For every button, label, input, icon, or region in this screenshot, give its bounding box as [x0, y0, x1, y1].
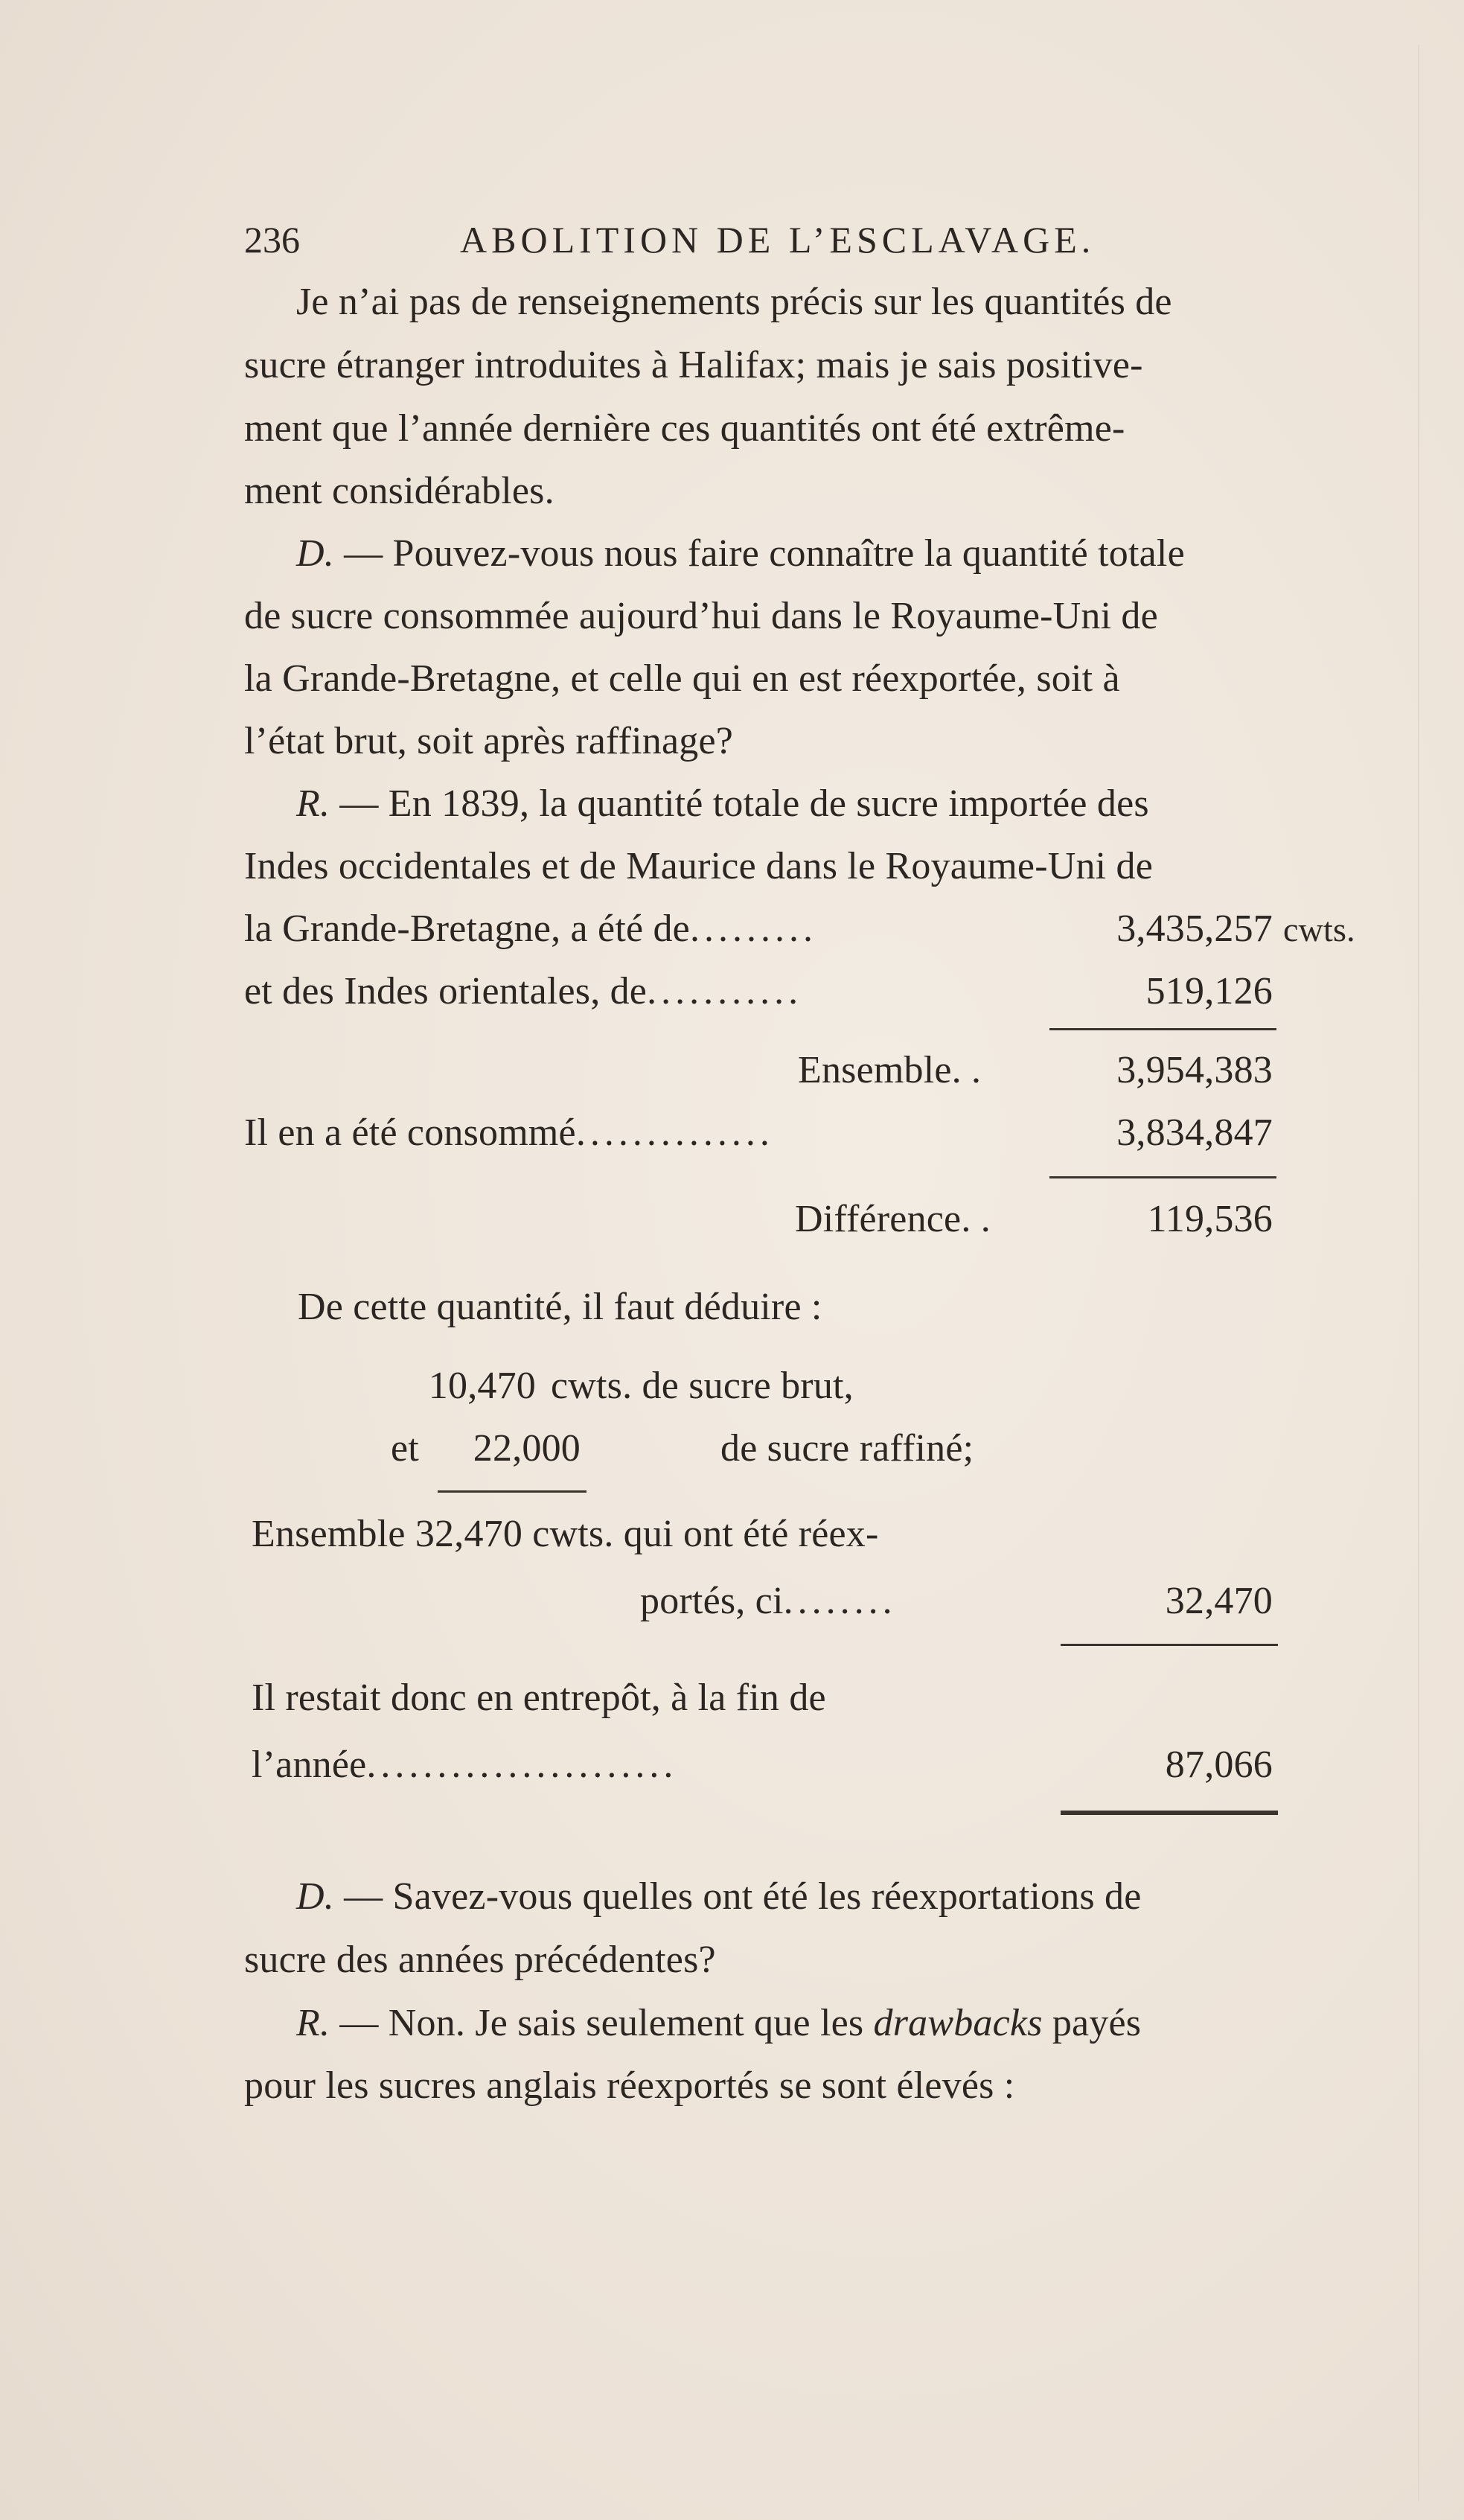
answer2-marker: R.	[296, 2002, 330, 2044]
ledger-row-2-label: et des Indes orientales, de	[244, 970, 648, 1012]
answer1-line-1: — En 1839, la quantité totale de sucre importée des	[339, 782, 1149, 825]
ledger-row-1-label: la Grande-Bretagne, a été de	[244, 907, 690, 950]
difference-rule	[1049, 1176, 1276, 1178]
deduire-line: De cette quantité, il faut déduire :	[298, 1286, 822, 1328]
question2-marker: D.	[296, 1875, 334, 1918]
restait-line-1: Il restait donc en entrepôt, à la fin de	[252, 1677, 826, 1719]
ledger-row-2	[244, 972, 802, 1011]
para1-line-1: Je n’ai pas de renseignements précis sur les quantités de	[296, 281, 1172, 323]
para1-line-3: ment que l’année dernière ces quantités ont été extrême-	[244, 407, 1125, 450]
ensemble2-line-1: Ensemble 32,470 cwts. qui ont été réex-	[252, 1513, 879, 1555]
restait-line-2	[252, 1746, 677, 1784]
consomme-value: 3,834,847	[1116, 1111, 1273, 1154]
question1-line-2: de sucre consommée aujourd’hui dans le Royaume-Uni de	[244, 595, 1158, 637]
ledger-row-1-unit: cwts.	[1283, 910, 1355, 948]
sum-rule	[1049, 1028, 1276, 1030]
raffine-text: de sucre raffiné;	[720, 1427, 974, 1470]
leader-dots: ......................	[366, 1744, 678, 1786]
answer2-line-1-end: payés	[1052, 2002, 1142, 2044]
question2-line-1: — Savez-vous quelles ont été les réexportations de	[344, 1875, 1142, 1918]
total-double-rule	[1061, 1811, 1278, 1815]
question1-line-1: — Pouvez-vous nous faire connaître la quantité totale	[344, 532, 1185, 575]
raffine-prefix: et	[391, 1427, 419, 1470]
consomme-label: Il en a été consommé	[244, 1111, 576, 1154]
ensemble2-value: 32,470	[1165, 1580, 1273, 1622]
subtotal-rule	[438, 1490, 586, 1493]
raffine-value: 22,000	[473, 1427, 581, 1470]
ensemble2-label: portés, ci	[640, 1580, 784, 1622]
restait-value: 87,066	[1165, 1744, 1273, 1786]
leader-dots: ........	[783, 1580, 897, 1622]
answer2-italic-term: drawbacks	[873, 2002, 1043, 2044]
answer1	[296, 782, 1149, 825]
question1-line-4: l’état brut, soit après raffinage?	[244, 720, 734, 762]
answer2-line-1-start: — Non. Je sais seulement que les	[339, 2002, 864, 2044]
ensemble-value: 3,954,383	[1116, 1049, 1273, 1091]
running-title: ABOLITION DE L’ESCLAVAGE.	[460, 219, 1096, 261]
restait-label: l’année	[252, 1744, 367, 1786]
leader-dots: ..............	[575, 1111, 774, 1154]
ledger-row-1-value: 3,435,257	[1116, 907, 1273, 950]
question1-line-3: la Grande-Bretagne, et celle qui en est réexportée, soit à	[244, 657, 1120, 700]
question1-marker: D.	[296, 532, 334, 575]
answer2	[296, 2004, 1141, 2043]
question2	[296, 1875, 1142, 1918]
brut-value: 10,470	[428, 1365, 536, 1407]
para1-line-4: ment considérables.	[244, 470, 554, 512]
consomme-row	[244, 1111, 774, 1154]
answer1-marker: R.	[296, 782, 330, 825]
ensemble-label: Ensemble. .	[798, 1049, 982, 1091]
brut-text: cwts. de sucre brut,	[551, 1365, 854, 1407]
question1	[296, 532, 1185, 575]
leader-dots: .........	[689, 907, 817, 950]
ensemble2-line-2	[640, 1582, 897, 1621]
page-fold-shadow	[1418, 45, 1419, 2501]
difference-value: 119,536	[1147, 1198, 1273, 1240]
difference-label: Différence. .	[795, 1198, 991, 1240]
question2-line-2: sucre des années précédentes?	[244, 1939, 716, 1981]
para1-line-2: sucre étranger introduites à Halifax; mais je sais positive-	[244, 344, 1143, 386]
leader-dots: ...........	[647, 970, 803, 1012]
ledger-row-2-value: 519,126	[1145, 970, 1273, 1012]
ledger-row-1	[244, 907, 817, 950]
page-number: 236	[244, 219, 300, 261]
answer1-line-2: Indes occidentales et de Maurice dans le Royaume-Uni de	[244, 845, 1153, 887]
final-rule	[1061, 1644, 1278, 1646]
answer2-line-2: pour les sucres anglais réexportés se sont élevés :	[244, 2064, 1015, 2107]
